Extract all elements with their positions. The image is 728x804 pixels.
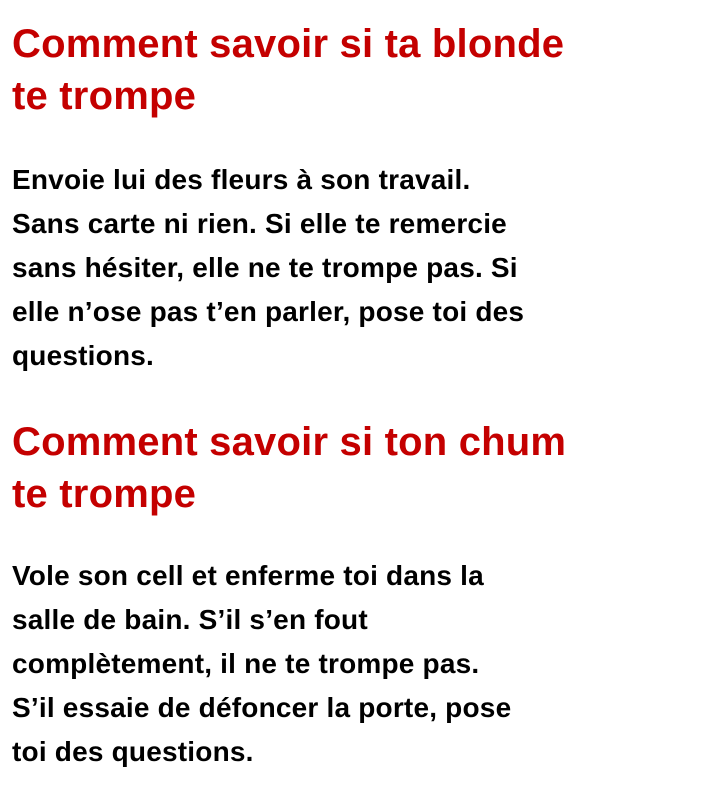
boyfriend-advice-text: Vole son cell et enferme toi dans la salle de bain. S’il s’en fout complètement, il ne te trompe pas. S’il essaie de défoncer la porte, pose toi des questions. [12,560,512,767]
boyfriend-heading: Comment savoir si ton chum te trompe [12,420,567,516]
girlfriend-heading: Comment savoir si ta blonde te trompe [12,22,565,118]
boyfriend-section [12,416,716,774]
girlfriend-section [12,18,716,378]
girlfriend-advice-text: Envoie lui des fleurs à son travail. Sans carte ni rien. Si elle te remercie sans hésiter, elle ne te trompe pas. Si elle n’ose pas t’en parler, pose toi des questions. [12,164,525,371]
